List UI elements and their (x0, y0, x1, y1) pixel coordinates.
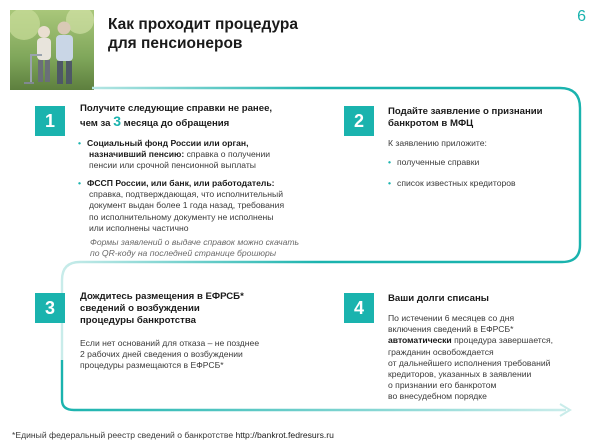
step-1-item-1-line-1 (78, 138, 328, 149)
step-1-item-1-text: справка о получении (184, 149, 271, 160)
step-4-text-line-6: кредиторов, указанных в заявлении (388, 369, 532, 380)
step-1-item-2 (78, 178, 328, 234)
step-3-text-line-3: процедуры размещаются в ЕФРСБ* (80, 360, 224, 371)
title-line-1: Как проходит процедура (108, 16, 298, 33)
step-4-number: 4 (353, 297, 364, 318)
step-4-text-rest: процедура завершается, (451, 335, 553, 346)
step-2-heading (388, 106, 588, 130)
step-2-number: 2 (353, 110, 364, 131)
footnote-link[interactable]: http://bankrot.fedresurs.ru (235, 430, 334, 440)
step-1-note-line-2: по QR-коду на последней странице брошюры (90, 248, 277, 259)
step-2-intro: К заявлению приложите: (388, 138, 487, 148)
step-1-item-1 (78, 138, 328, 172)
step-1-item-2-line-1 (78, 178, 328, 189)
step-1-heading (80, 103, 320, 130)
step-1-item-2-line-2: справка, подтверждающая, что исполнительный (89, 189, 284, 200)
step-1-item-1-line-2 (78, 149, 328, 160)
step-4-text (388, 313, 588, 403)
step-3-text (80, 338, 320, 372)
step-1-note (90, 237, 340, 259)
step-1-item-1-bold-2: назначивший пенсию: (89, 149, 185, 160)
step-1-heading-line-2 (80, 115, 320, 130)
step-1-item-2-line-5: или исполнены частично (89, 222, 189, 233)
footnote-text: *Единый федеральный реестр сведений о банкротстве (12, 430, 236, 440)
step-3-text-line-2: 2 рабочих дней сведения о возбуждении (80, 349, 243, 360)
step-1-item-2-line-4: по исполнительному документу не исполнены (89, 211, 274, 222)
bullet-icon: • (78, 178, 82, 188)
step-4-text-line-1: По истечении 6 месяцев со дня (388, 313, 515, 323)
step-2-item-2-text: список известных кредиторов (397, 178, 516, 188)
step-1-heading-post: месяца до обращения (123, 118, 230, 129)
step-1-heading-line-1: Получите следующие справки не ранее, (80, 103, 273, 114)
step-1-number: 1 (44, 110, 55, 131)
step-4-text-bold: автоматически (388, 335, 452, 346)
step-2-heading-line-2: банкротом в МФЦ (388, 118, 474, 129)
step-4-text-line-7: о признании его банкротом (388, 380, 497, 391)
title-line-2: для пенсионеров (108, 35, 243, 52)
step-3-text-line-1: Если нет оснований для отказа – не позднее (80, 338, 260, 348)
step-3-number-badge (35, 293, 65, 323)
step-1-item-1-line-3: пенсии или срочной пенсионной выплаты (89, 160, 256, 171)
step-4-number-badge (344, 293, 374, 323)
step-4-heading: Ваши долги списаны (388, 293, 489, 304)
step-3-heading (80, 291, 310, 327)
step-1-item-2-bold: ФССП России, или банк, или работодатель: (87, 178, 275, 188)
bullet-icon: • (388, 178, 392, 188)
step-1-item-1-bold: Социальный фонд России или орган, (87, 138, 249, 148)
step-1-heading-number: 3 (113, 113, 121, 129)
step-1-note-line-1: Формы заявлений о выдаче справок можно скачать (90, 237, 300, 247)
step-4-text-line-5: от дальнейшего исполнения требований (388, 357, 551, 368)
footnote (12, 430, 334, 440)
step-4-text-line-3 (388, 335, 588, 346)
page-number: 6 (577, 8, 586, 25)
step-2-item-2 (388, 178, 516, 189)
bullet-icon: • (78, 138, 82, 148)
step-3-heading-line-2: сведений о возбуждении (80, 303, 200, 314)
step-3-heading-line-3: процедуры банкротства (80, 315, 196, 326)
step-2-item-1 (388, 157, 479, 168)
bullet-icon: • (388, 157, 392, 167)
step-4-text-line-2: включения сведений в ЕФРСБ* (388, 324, 514, 335)
step-1-number-badge (35, 106, 65, 136)
step-4-text-line-8: во внесудебном порядке (388, 391, 487, 402)
step-2-number-badge (344, 106, 374, 136)
step-2-heading-line-1: Подайте заявление о признании (388, 106, 543, 117)
step-2-item-1-text: полученные справки (397, 157, 480, 167)
step-4-text-line-4: гражданин освобождается (388, 346, 494, 357)
step-1-item-2-line-3: документ выдан более 1 года назад, требования (89, 200, 285, 211)
step-3-number: 3 (44, 297, 55, 318)
step-1-heading-pre: чем за (80, 118, 111, 129)
step-3-heading-line-1: Дождитесь размещения в ЕФРСБ* (80, 291, 244, 302)
